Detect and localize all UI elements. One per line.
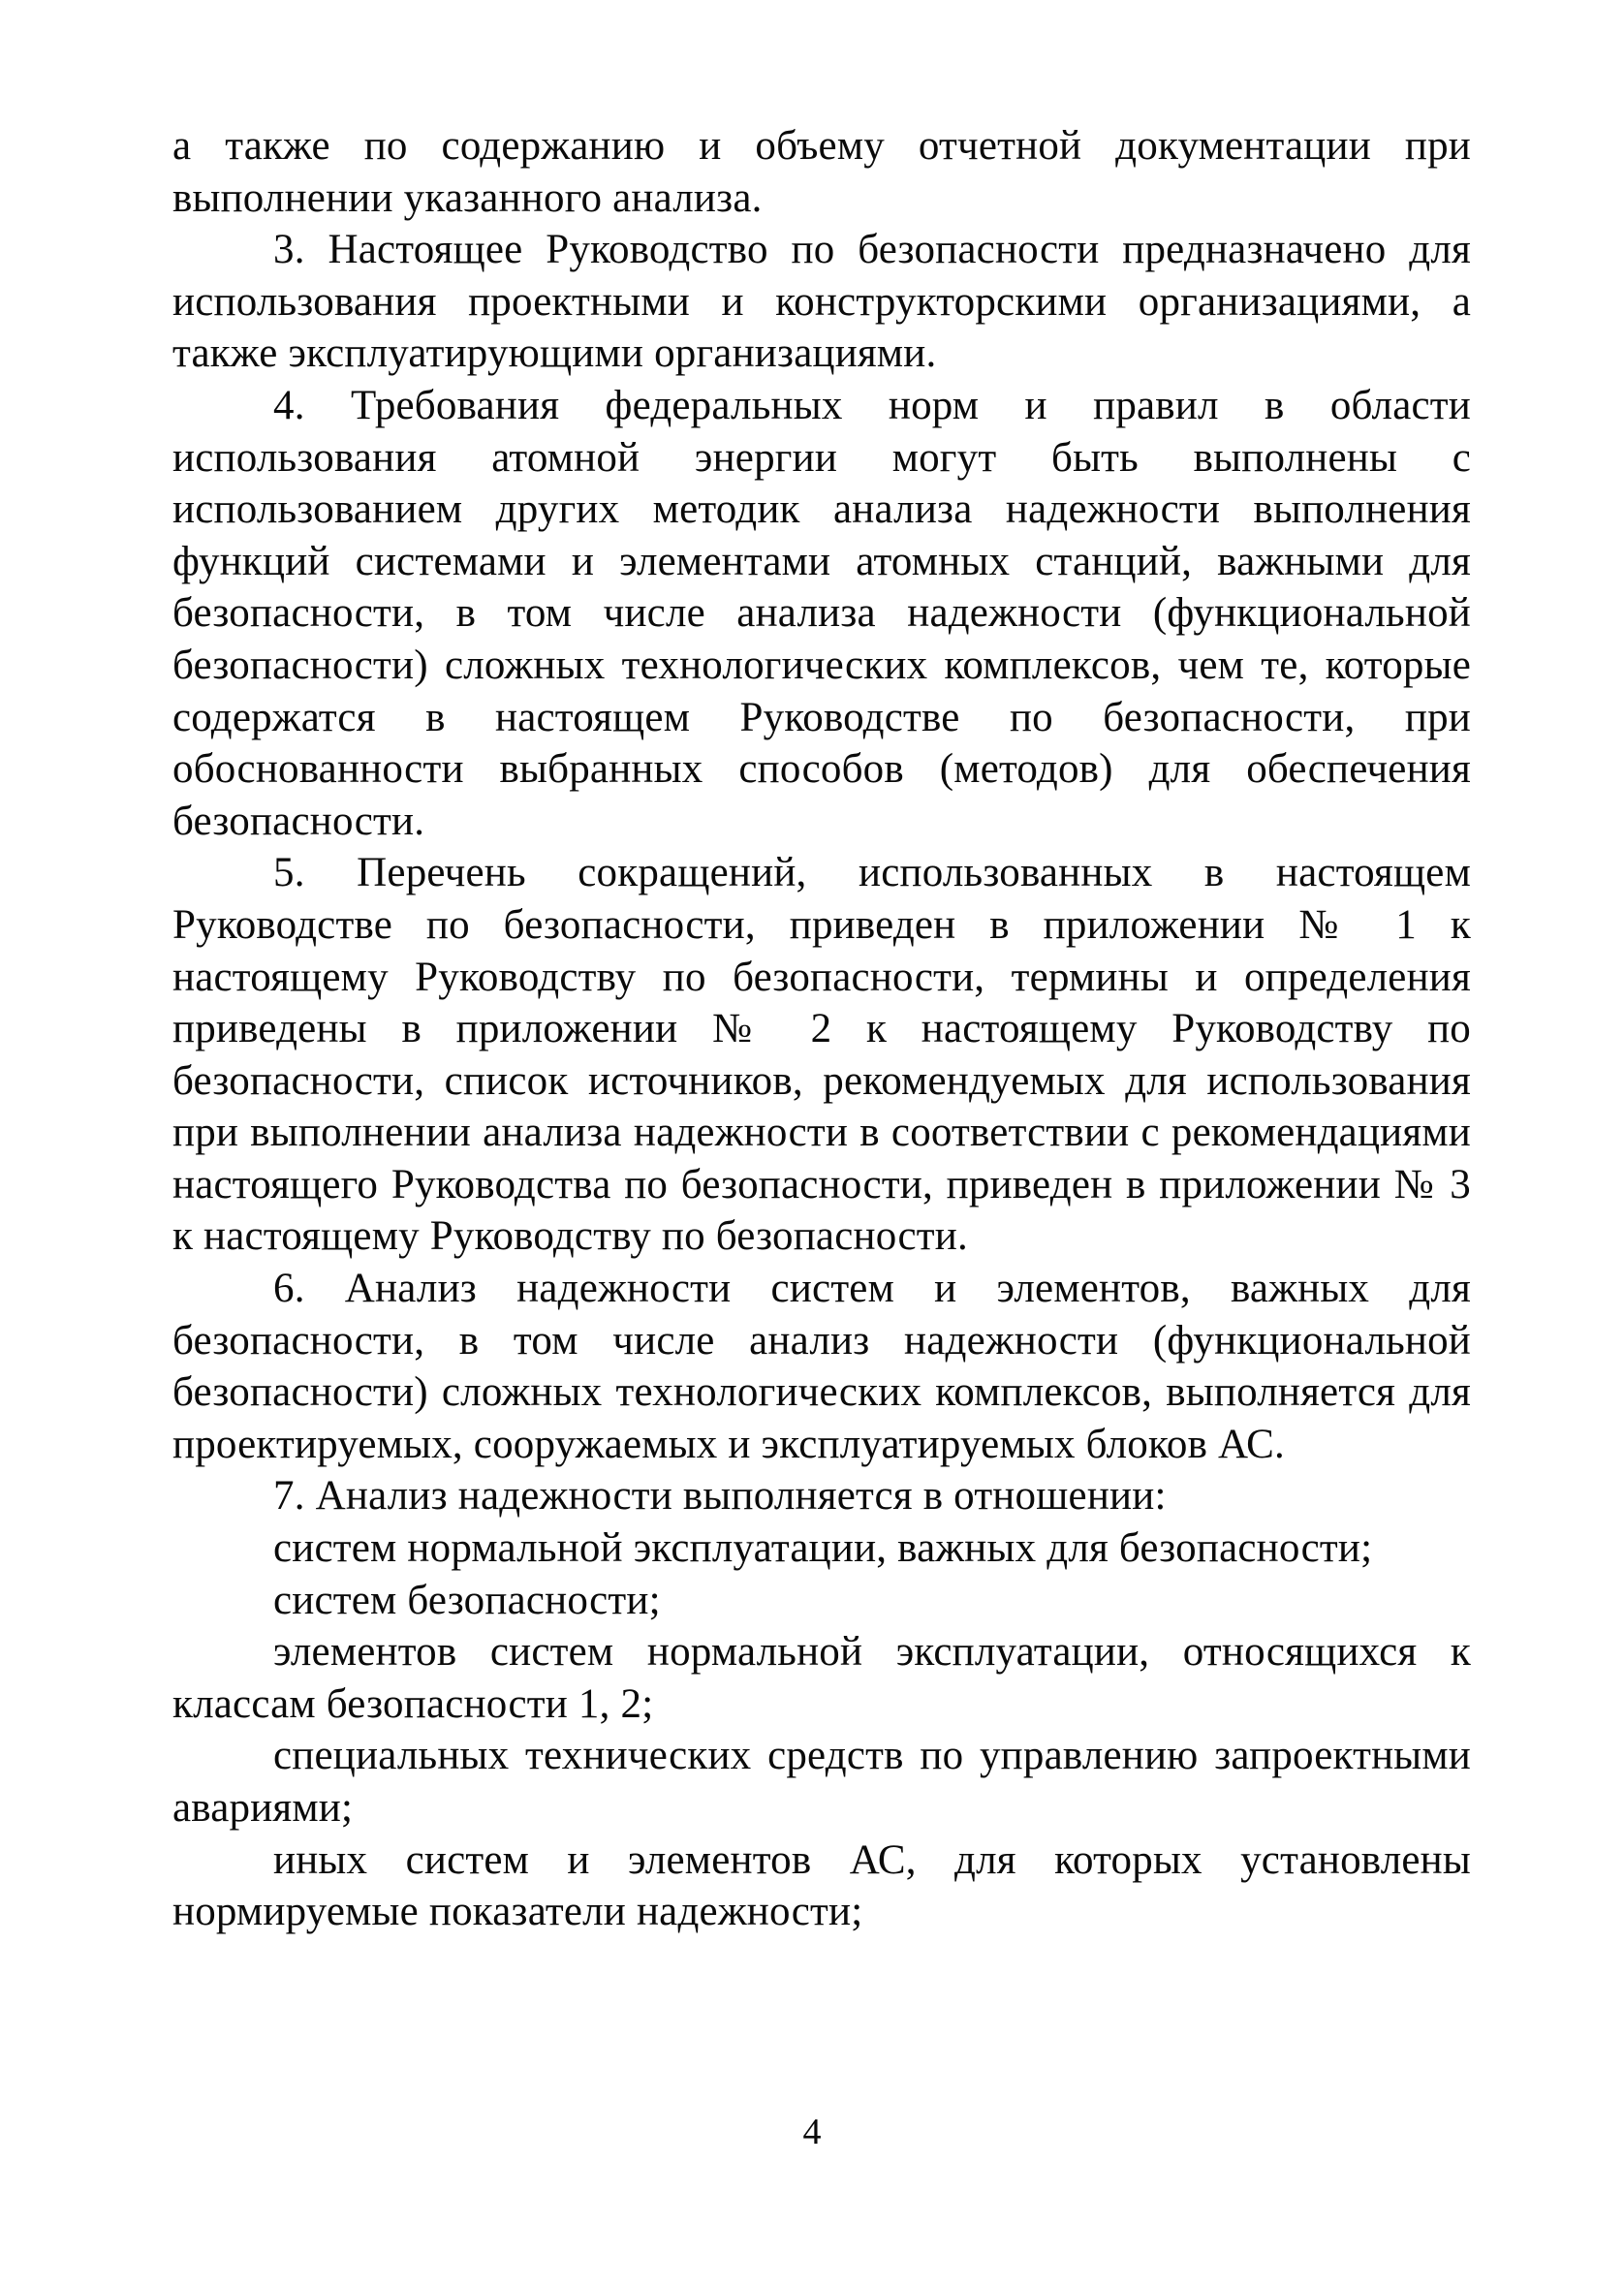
list-item: иных систем и элементов АС, для которых установлены нормируемые показатели надежности;	[172, 1836, 1471, 1935]
document-page	[172, 120, 1471, 1938]
paragraph-continuation: а также по содержанию и объему отчетной документации при выполнении указанного анализа.	[172, 123, 1471, 221]
paragraph-5: 5. Перечень сокращений, использованных в настоящем Руководстве по безопасности, приведен в приложении № 1 к настоящему Руководству по безопасности, термины и определения приведены в приложении № 2 к настоящему Руководству по безопасности, список источников, рекомендуемых для использования при выполнении анализа надежности в соответствии с рекомендациями настоящего Руководства по безопасности, приведен в приложении № 3 к настоящему Руководству по безопасности.	[172, 850, 1471, 1260]
paragraph-6: 6. Анализ надежности систем и элементов, важных для безопасности, в том числе анализ надежности (функциональной безопасности) сложных технологических комплексов, выполняется для проектируемых, сооружаемых и эксплуатируемых блоков АС.	[172, 1266, 1471, 1467]
page-number: 4	[802, 2112, 822, 2152]
paragraph-3: 3. Настоящее Руководство по безопасности предназначено для использования проектными и конструкторскими организациями, а также эксплуатирующими организациями.	[172, 227, 1471, 377]
list-item: систем нормальной эксплуатации, важных для безопасности;	[273, 1525, 1373, 1572]
document-body	[172, 120, 1471, 1938]
list-item: элементов систем нормальной эксплуатации, относящихся к классам безопасности 1, 2;	[172, 1629, 1471, 1727]
list-item: специальных технических средств по управлению запроектными авариями;	[172, 1733, 1471, 1831]
paragraph-7: 7. Анализ надежности выполняется в отношении:	[273, 1473, 1167, 1520]
list-item: систем безопасности;	[273, 1577, 661, 1623]
paragraph-4: 4. Требования федеральных норм и правил в области использования атомной энергии могут быть выполнены с использованием других методик анализа надежности выполнения функций системами и элементами атомных станций, важными для безопасности, в том числе анализа надежности (функциональной безопасности) сложных технологических комплексов, чем те, которые содержатся в настоящем Руководстве по безопасности, при обоснованности выбранных способов (методов) для обеспечения безопасности.	[172, 382, 1471, 844]
